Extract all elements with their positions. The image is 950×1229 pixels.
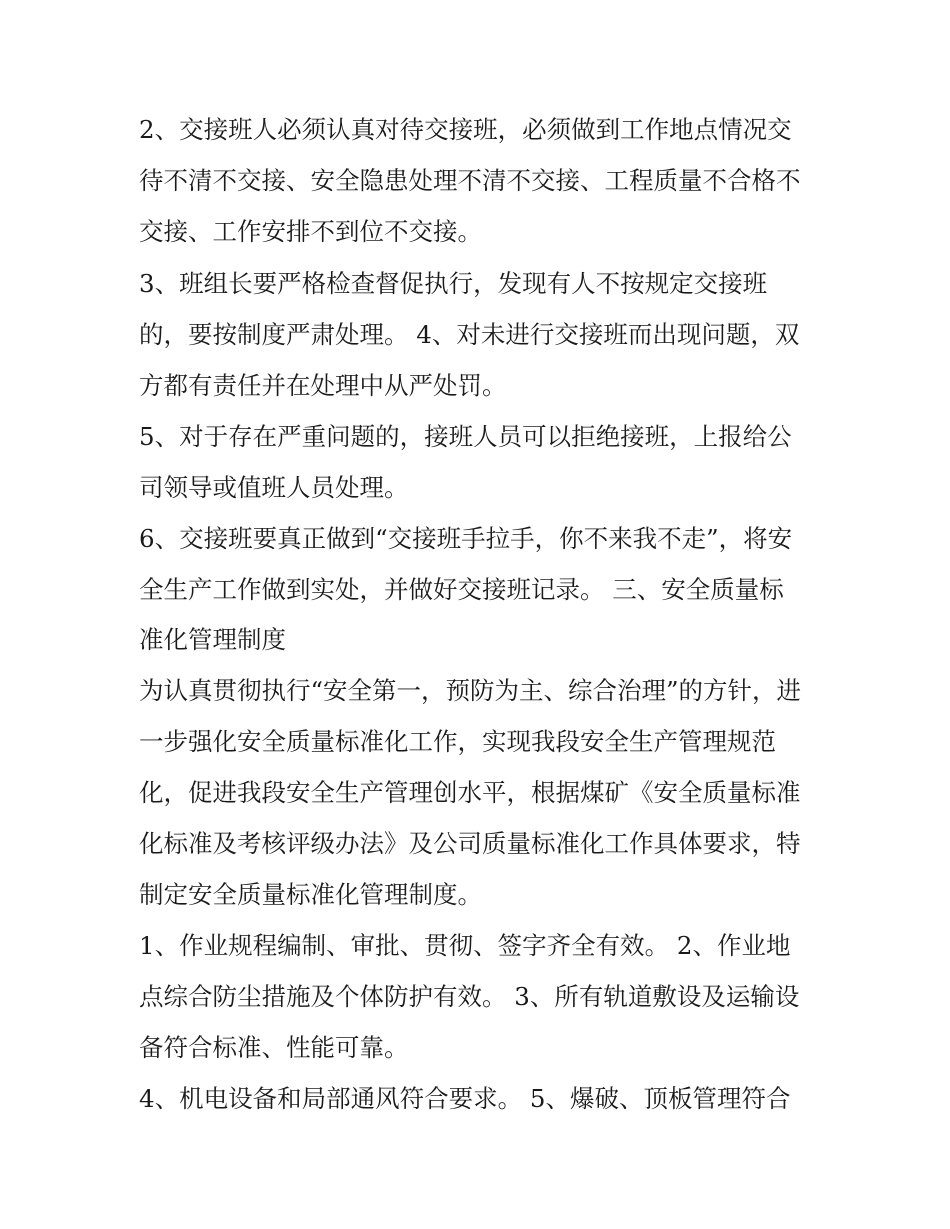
text-line: 一步强化安全质量标准化工作，实现我段安全生产管理规范	[139, 727, 776, 756]
text-line: 交接、工作安排不到位不交接。	[139, 217, 482, 246]
text-line: 6、交接班要真正做到“交接班手拉手，你不来我不走”，将安	[139, 524, 793, 553]
text-line: 为认真贯彻执行“安全第一，预防为主、综合治理”的方针，进	[139, 676, 802, 705]
text-line: 1、作业规程编制、审批、贯彻、签字齐全有效。 2、作业地	[139, 931, 791, 960]
text-line: 待不清不交接、安全隐患处理不清不交接、工程质量不合格不	[139, 166, 801, 195]
text-line: 化标准及考核评级办法》及公司质量标准化工作具体要求，特	[139, 829, 801, 858]
text-line: 点综合防尘措施及个体防护有效。 3、所有轨道敷设及运输设	[139, 982, 800, 1011]
text-line: 准化管理制度	[139, 625, 286, 654]
text-line: 4、机电设备和局部通风符合要求。 5、爆破、顶板管理符合	[139, 1084, 791, 1113]
text-line: 备符合标准、性能可靠。	[139, 1033, 409, 1062]
text-line: 方都有责任并在处理中从严处罚。	[139, 371, 507, 400]
text-line: 2、交接班人必须认真对待交接班，必须做到工作地点情况交	[139, 115, 792, 144]
text-line: 5、对于存在严重问题的，接班人员可以拒绝接班，上报给公	[139, 422, 792, 451]
text-line: 司领导或值班人员处理。	[139, 473, 409, 502]
text-line: 全生产工作做到实处，并做好交接班记录。 三、安全质量标	[139, 575, 784, 604]
text-line: 制定安全质量标准化管理制度。	[139, 880, 482, 909]
text-line: 3、班组长要严格检查督促执行，发现有人不按规定交接班	[139, 269, 768, 298]
text-line: 化，促进我段安全生产管理创水平，根据煤矿《安全质量标准	[139, 778, 801, 807]
text-line: 的，要按制度严肃处理。 4、对未进行交接班而出现问题，双	[139, 320, 800, 349]
